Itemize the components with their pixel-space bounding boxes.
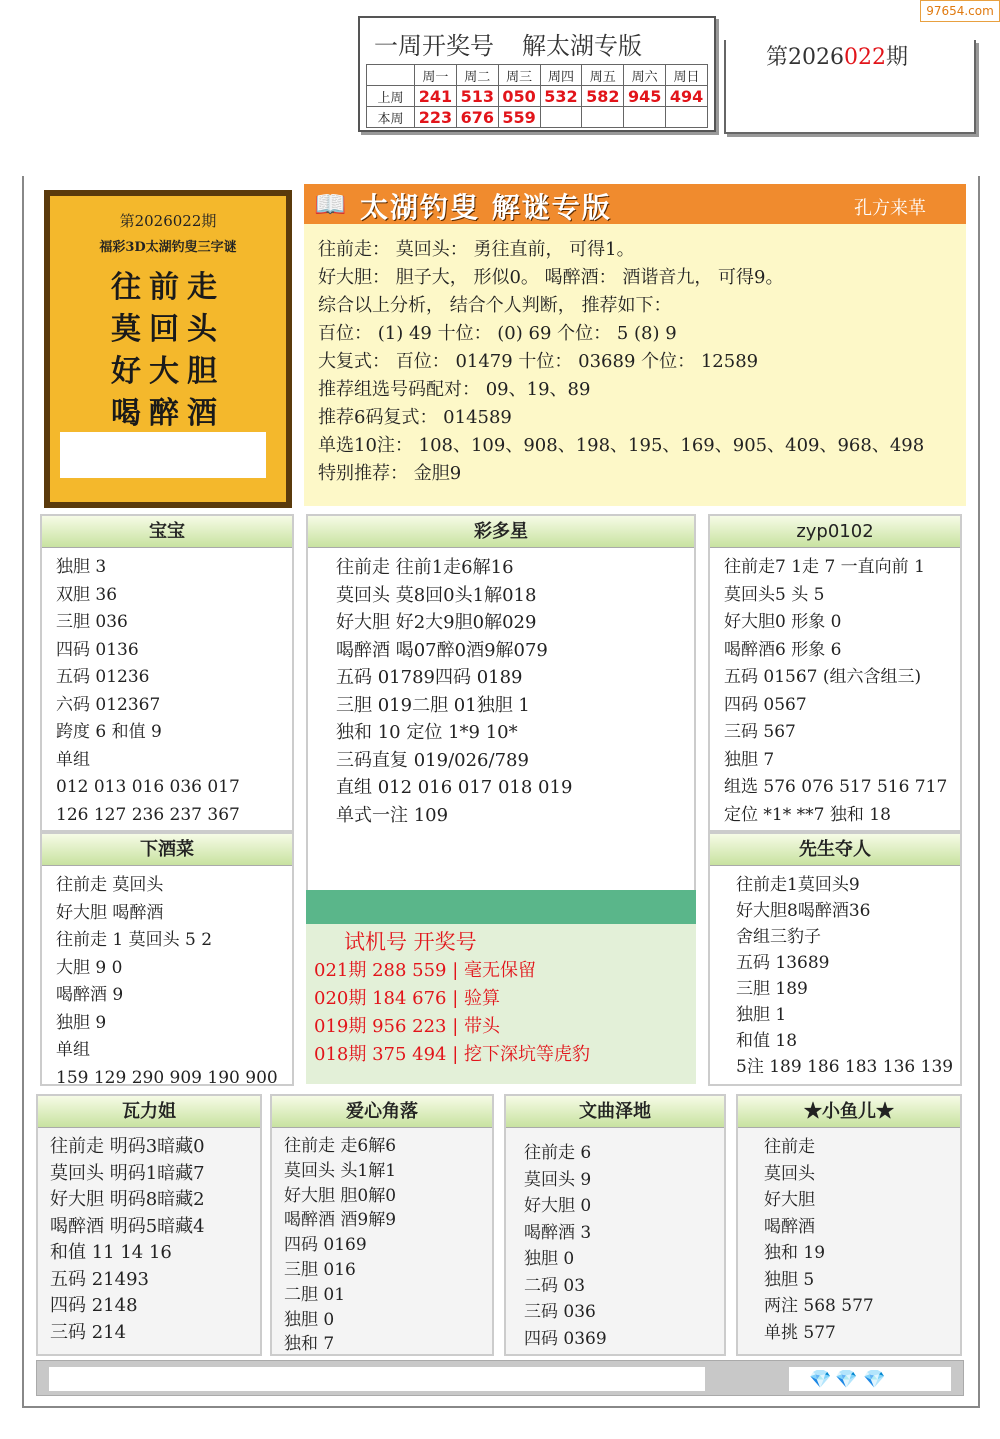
box-line: 莫回头5 头 5 — [724, 584, 825, 605]
riddle-subtitle: 福彩3D太湖钓叟三字谜 — [99, 240, 237, 255]
analysis-line: 推荐6码复式： 014589 — [318, 407, 512, 428]
box-body — [42, 866, 292, 1098]
box-line: 四码 0567 — [724, 694, 807, 715]
result-row: 019期 956 223 | 带头 — [314, 1016, 501, 1037]
box-line: 好大胆8喝醉酒36 — [736, 901, 871, 921]
box-line: 往前走 走6解6 — [284, 1136, 397, 1156]
box-line: 159 129 290 909 190 900 — [56, 1067, 278, 1088]
box-line: 独胆 0 — [284, 1309, 335, 1330]
box-line: 六码 012367 — [56, 694, 161, 715]
box-line: 5注 189 186 183 136 139 — [736, 1057, 954, 1077]
site-watermark: 97654.com — [920, 0, 1000, 22]
analysis-line: 往前走： 莫回头： 勇往直前， 可得1。 — [318, 239, 635, 260]
issue-suffix: 期 — [886, 45, 909, 70]
box-line: 往前走 6 — [524, 1143, 592, 1163]
box-title: zyp0102 — [710, 516, 960, 548]
riddle-line: 往前走 — [111, 270, 225, 305]
box-line: 直组 012 016 017 018 019 — [336, 777, 573, 798]
box-line: 二码 03 — [524, 1275, 586, 1296]
box-line: 往前走 1 莫回头 5 2 — [56, 930, 213, 950]
box-body — [42, 548, 292, 835]
week-title-right: 解太湖专版 — [522, 32, 642, 60]
table-header-cell: 周三 — [498, 65, 540, 86]
box-line: 往前走 莫回头 — [56, 875, 164, 895]
riddle-line: 莫回头 — [111, 312, 225, 347]
book-icon: 📖 — [314, 190, 347, 220]
box-walijie — [36, 1094, 262, 1356]
box-caiduoxing — [306, 514, 696, 890]
box-line: 往前走1莫回头9 — [736, 875, 860, 895]
box-line: 独和 10 定位 1*9 10* — [336, 722, 518, 743]
box-body — [710, 866, 960, 1086]
footer-blank — [49, 1367, 705, 1391]
result-row: 018期 375 494 | 挖下深坑等虎豹 — [314, 1044, 591, 1065]
box-wenqu — [504, 1094, 726, 1356]
box-line: 独胆 1 — [736, 1005, 787, 1025]
issue-panel — [724, 40, 976, 134]
box-line: 喝醉酒 9 — [56, 985, 124, 1005]
draw-number: 241 — [415, 86, 457, 107]
box-line: 独胆 9 — [56, 1012, 107, 1033]
box-line: 四码 0136 — [56, 639, 139, 660]
table-header-cell: 周四 — [540, 65, 582, 86]
box-line: 好大胆 明码8暗藏2 — [50, 1189, 205, 1210]
box-line: 独和 19 — [764, 1243, 826, 1263]
draw-number: 532 — [540, 86, 582, 107]
issue-prefix: 第2026 — [766, 45, 844, 70]
draw-number: 050 — [498, 86, 540, 107]
footer-bar — [36, 1360, 964, 1396]
box-title: 宝宝 — [42, 516, 292, 548]
table-header-row — [367, 65, 708, 86]
taihu-title: 太湖钓叟 解谜专版 — [360, 191, 612, 224]
box-title: 下酒菜 — [42, 834, 292, 866]
box-line: 莫回头 明码1暗藏7 — [50, 1162, 205, 1184]
draw-number: 223 — [415, 107, 457, 128]
box-body — [738, 1128, 960, 1352]
box-line: 莫回头 9 — [524, 1169, 592, 1190]
box-line: 大胆 9 0 — [56, 957, 123, 978]
riddle-line: 好大胆 — [111, 354, 225, 389]
analysis-line: 单选10注： 108、109、908、198、195、169、905、409、968、498 — [318, 435, 925, 456]
row-label: 本周 — [367, 107, 415, 128]
box-line: 喝醉酒 — [764, 1216, 815, 1237]
analysis-line: 百位： (1) 49 十位： (0) 69 个位： 5 (8) 9 — [318, 323, 677, 344]
analysis-line: 大复式： 百位： 01479 十位： 03689 个位： 12589 — [318, 351, 759, 372]
box-line: 四码 0169 — [284, 1235, 367, 1256]
box-line: 好大胆 0 — [524, 1196, 592, 1216]
box-line: 单挑 577 — [764, 1322, 836, 1343]
diamond-icon: 💎 — [863, 1369, 886, 1390]
draw-number: 513 — [456, 86, 498, 107]
box-line: 喝醉酒6 形象 6 — [724, 639, 842, 660]
box-line: 三码 214 — [50, 1321, 127, 1343]
box-line: 喝醉酒 3 — [524, 1222, 592, 1243]
box-line: 独胆 0 — [524, 1249, 575, 1269]
box-line: 独胆 3 — [56, 557, 107, 577]
table-header-cell — [367, 65, 415, 86]
taihu-author: 孔方来革 — [854, 198, 926, 219]
draw-number: 676 — [456, 107, 498, 128]
box-line: 组选 576 076 517 516 717 — [724, 777, 948, 797]
results-title: 试机号 开奖号 — [344, 930, 477, 954]
box-line: 双胆 36 — [56, 584, 118, 605]
box-line: 喝醉酒 喝07醉0酒9解079 — [336, 639, 548, 661]
riddle-issue: 第2026022期 — [119, 212, 217, 230]
box-title: 文曲泽地 — [506, 1096, 724, 1128]
result-row: 020期 184 676 | 验算 — [314, 988, 501, 1009]
box-line: 两注 568 577 — [764, 1296, 874, 1316]
box-baobao — [40, 514, 294, 832]
box-title: 爱心角落 — [272, 1096, 492, 1128]
week-draw-table — [366, 64, 708, 128]
diamond-icon: 💎 — [809, 1369, 832, 1390]
box-title: 先生夺人 — [710, 834, 960, 866]
box-line: 四码 2148 — [50, 1295, 138, 1316]
results-header-bar — [306, 890, 696, 924]
box-line: 三码直复 019/026/789 — [336, 749, 529, 771]
box-line: 往前走 — [764, 1137, 815, 1157]
box-body — [272, 1128, 492, 1363]
box-line: 四码 0369 — [524, 1328, 607, 1349]
draw-number: 582 — [582, 86, 624, 107]
box-aixin — [270, 1094, 494, 1356]
analysis-line: 综合以上分析， 结合个人判断， 推荐如下： — [318, 295, 672, 316]
table-header-cell: 周二 — [456, 65, 498, 86]
box-line: 和值 11 14 16 — [50, 1242, 172, 1263]
box-line: 独胆 5 — [764, 1269, 815, 1290]
box-body — [38, 1128, 260, 1352]
box-line: 好大胆 喝醉酒 — [56, 902, 164, 923]
table-header-cell: 周一 — [415, 65, 457, 86]
draw-number: 945 — [624, 86, 666, 107]
box-zyp0102 — [708, 514, 962, 832]
box-xiansheng — [708, 832, 962, 1086]
box-line: 好大胆 — [764, 1190, 815, 1210]
draw-number — [582, 107, 624, 128]
week-title-left: 一周开奖号 — [374, 32, 494, 60]
blank-box — [60, 432, 266, 478]
box-line: 单组 — [56, 749, 90, 770]
box-line: 喝醉酒 明码5暗藏4 — [50, 1215, 205, 1237]
table-row — [367, 86, 708, 107]
box-xiaoyu — [736, 1094, 962, 1356]
box-line: 莫回头 莫8回0头1解018 — [336, 584, 537, 606]
riddle-line: 喝醉酒 — [111, 396, 225, 431]
box-line: 五码 01567 (组六含组三) — [724, 667, 922, 687]
box-xiajiucai — [40, 832, 294, 1086]
box-line: 往前走 明码3暗藏0 — [50, 1136, 205, 1157]
box-line: 012 013 016 036 017 — [56, 777, 240, 797]
table-header-cell: 周五 — [582, 65, 624, 86]
analysis-line: 好大胆： 胆子大， 形似0。 喝醉酒： 酒谐音九， 可得9。 — [318, 267, 784, 288]
box-line: 126 127 236 237 367 — [56, 804, 240, 825]
box-line: 喝醉酒 酒9解9 — [284, 1210, 397, 1231]
box-body — [506, 1128, 724, 1358]
draw-number — [666, 107, 708, 128]
box-title: 彩多星 — [308, 516, 694, 548]
box-line: 五码 01236 — [56, 667, 150, 687]
box-line: 往前走7 1走 7 一直向前 1 — [724, 557, 925, 577]
box-line: 五码 13689 — [736, 953, 830, 973]
analysis-line: 推荐组选号码配对： 09、19、89 — [318, 379, 591, 400]
box-line: 好大胆0 形象 0 — [724, 612, 842, 632]
box-line: 独和 7 — [284, 1334, 335, 1355]
draw-number: 559 — [498, 107, 540, 128]
results-panel — [306, 924, 696, 1084]
analysis-line: 特别推荐： 金胆9 — [318, 463, 462, 484]
draw-number: 494 — [666, 86, 708, 107]
box-line: 独胆 7 — [724, 749, 775, 770]
table-header-cell: 周日 — [666, 65, 708, 86]
draw-number — [624, 107, 666, 128]
issue-highlight: 022 — [844, 45, 886, 70]
box-line: 莫回头 头1解1 — [284, 1160, 397, 1181]
riddle-card — [44, 190, 292, 508]
box-line: 单式一注 109 — [336, 804, 449, 826]
table-header-cell: 周六 — [624, 65, 666, 86]
box-line: 三胆 016 — [284, 1259, 356, 1280]
week-draw-panel — [358, 16, 716, 132]
box-line: 三胆 036 — [56, 612, 128, 632]
box-line: 跨度 6 和值 9 — [56, 722, 162, 742]
taihu-analysis — [318, 236, 924, 488]
box-line: 舍组三豹子 — [736, 927, 821, 947]
box-title: ★小鱼儿★ — [738, 1096, 960, 1128]
table-row — [367, 107, 708, 128]
box-line: 三胆 189 — [736, 979, 808, 999]
issue-number — [766, 40, 908, 71]
box-line: 五码 21493 — [50, 1268, 149, 1290]
box-body — [710, 548, 960, 835]
box-line: 定位 *1* **7 独和 18 — [724, 804, 891, 825]
box-line: 三胆 019二胆 01独胆 1 — [336, 694, 530, 716]
week-panel-title — [374, 26, 642, 61]
box-line: 好大胆 好2大9胆0解029 — [336, 612, 537, 633]
box-line: 三码 567 — [724, 722, 796, 742]
taihu-title-bar — [304, 184, 966, 224]
result-row: 021期 288 559 | 毫无保留 — [314, 960, 537, 981]
box-line: 单组 — [56, 1040, 90, 1060]
box-line: 莫回头 — [764, 1163, 815, 1184]
box-line: 二胆 01 — [284, 1284, 346, 1305]
box-title: 瓦力姐 — [38, 1096, 260, 1128]
box-line: 和值 18 — [736, 1031, 798, 1051]
taihu-panel — [304, 184, 966, 506]
draw-number — [540, 107, 582, 128]
diamond-icon: 💎 — [835, 1369, 858, 1390]
box-line: 三码 036 — [524, 1302, 596, 1322]
box-line: 好大胆 胆0解0 — [284, 1185, 397, 1206]
box-body — [308, 548, 694, 835]
row-label: 上周 — [367, 86, 415, 107]
box-line: 五码 01789四码 0189 — [336, 667, 523, 688]
box-line: 往前走 往前1走6解16 — [336, 557, 514, 578]
footer-gem-area — [789, 1367, 951, 1391]
